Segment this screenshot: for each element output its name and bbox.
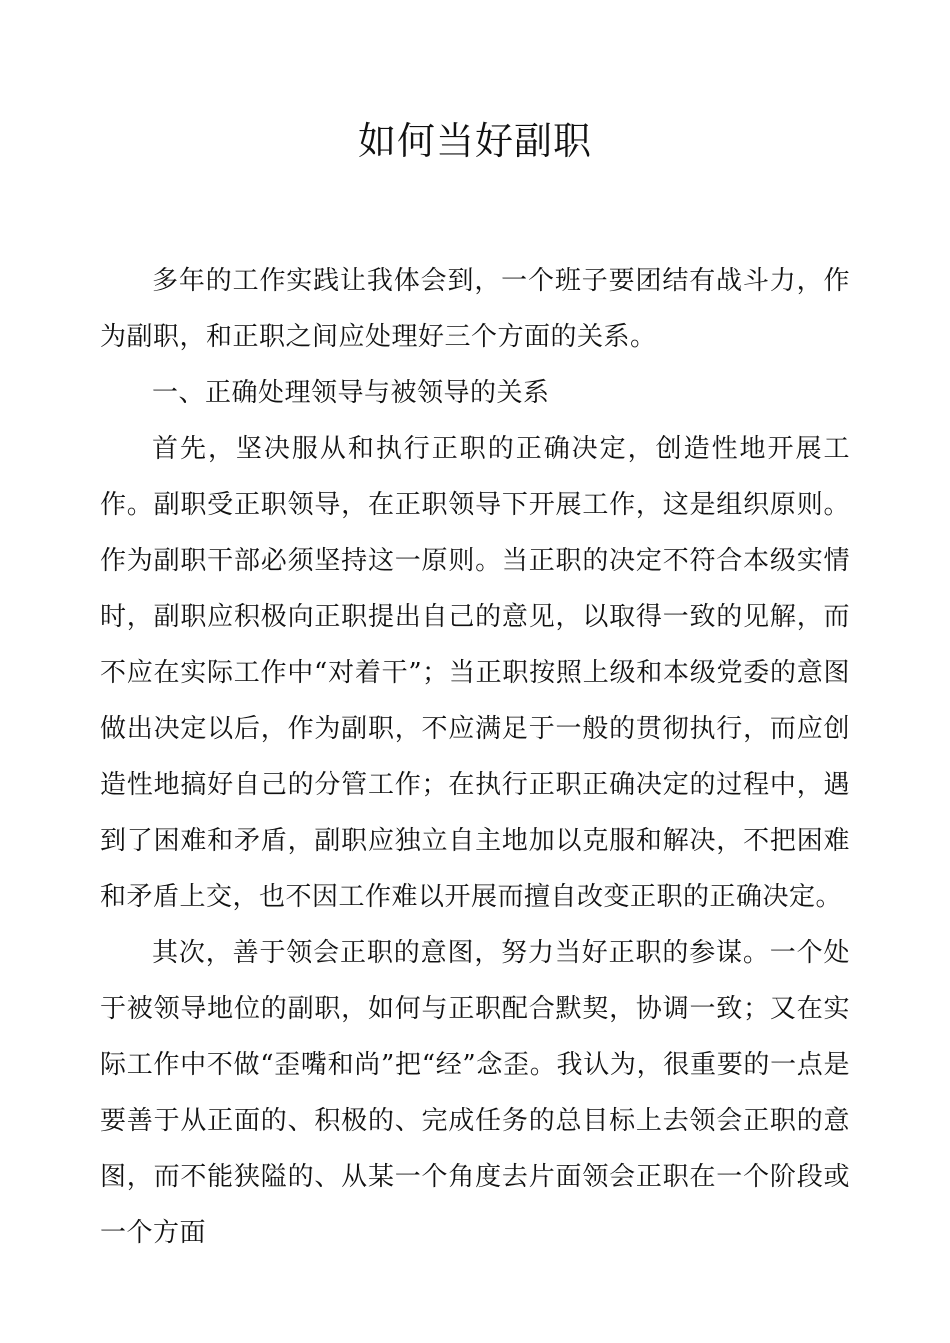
paragraph-second-point: 其次，善于领会正职的意图，努力当好正职的参谋。一个处于被领导地位的副职，如何与正职配合默契，协调一致；又在实际工作中不做“歪嘴和尚”把“经”念歪。我认为，很重要的一点是要善于从正面的、积极的、完成任务的总目标上去领会正职的意图，而不能狭隘的、从某一个角度去片面领会正职在一个阶段或一个方面 [100,938,850,1248]
paragraph-first-point: 首先，坚决服从和执行正职的正确决定，创造性地开展工作。副职受正职领导，在正职领导下开展工作，这是组织原则。作为副职干部必须坚持这一原则。当正职的决定不符合本级实情时，副职应积极向正职提出自己的意见，以取得一致的见解，而不应在实际工作中“对着干”；当正职按照上级和本级党委的意图做出决定以后，作为副职，不应满足于一般的贯彻执行，而应创造性地搞好自己的分管工作；在执行正职正确决定的过程中，遇到了困难和矛盾，副职应独立自主地加以克服和解决，不把困难和矛盾上交，也不因工作难以开展而擅自改变正职的正确决定。 [100,434,850,912]
section-heading-1: 一、正确处理领导与被领导的关系 [152,378,550,408]
paragraph-intro: 多年的工作实践让我体会到，一个班子要团结有战斗力，作为副职，和正职之间应处理好三个方面的关系。 [100,266,850,352]
document-body [100,253,850,1261]
document-title: 如何当好副职 [357,119,592,163]
